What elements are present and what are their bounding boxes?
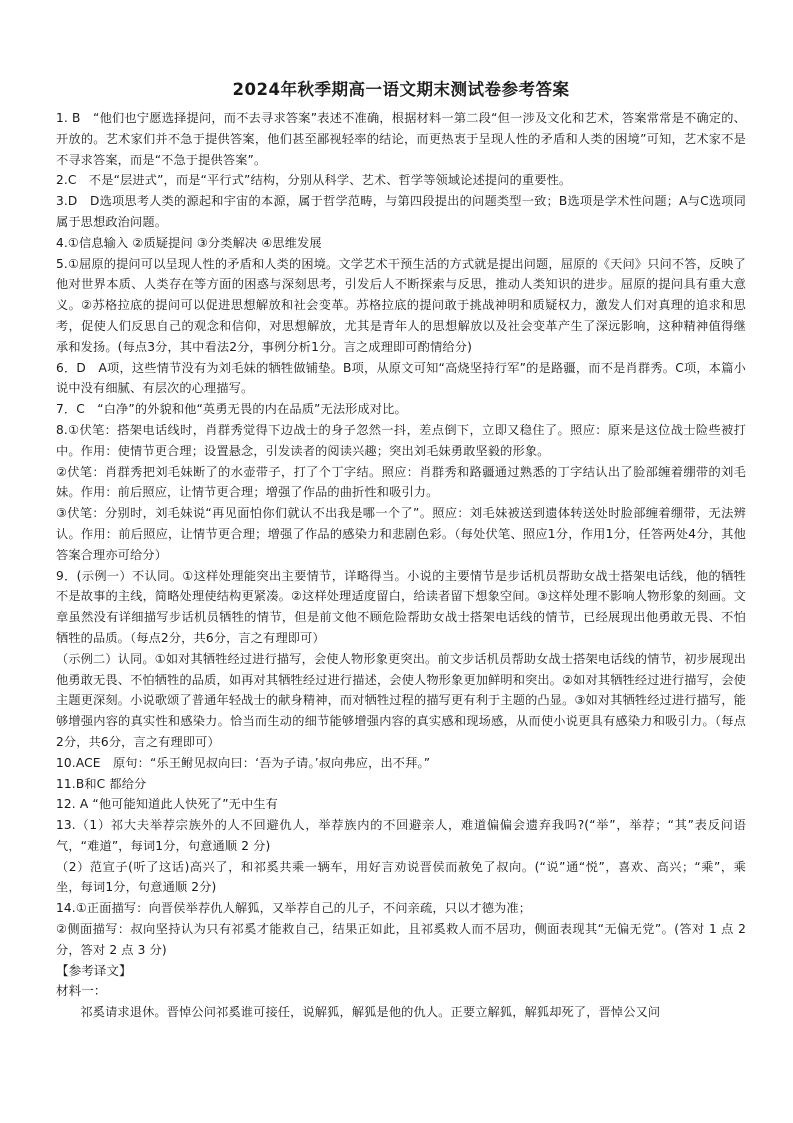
translation-text: 祁奚请求退休。晋悼公问祁奚谁可接任，说解狐，解狐是他的仇人。正要立解狐，解狐却死了，晋悼公又问 (80, 1005, 661, 1020)
answer-sheet (56, 78, 746, 1023)
answer-3: 3.D D选项思考人类的源起和宇宙的本源，属于哲学范畴，与第四段提出的问题类型一致；B选项是学术性问题；A与C选项同属于思想政治问题。 (56, 194, 746, 229)
document-title: 2024年秋季期高一语文期末测试卷参考答案 (232, 80, 570, 99)
answer-6: 6．D A项，这些情节没有为刘毛妹的牺牲做铺垫。B项，从原文可知“高烧坚持行军”的是路疆，而不是肖群秀。C项，本篇小说中没有细腻、有层次的心理描写。 (56, 360, 746, 396)
answer-13-part-2: （2）范宣子(听了这话)高兴了，和祁奚共乘一辆车，用好言劝说晋侯而赦免了叔向。(“说”通“悦”，喜欢、高兴；“乘”，乘坐，每词1分，句意通顺 2分) (56, 859, 746, 895)
answer-12: 12. A “他可能知道此人快死了”无中生有 (56, 797, 279, 812)
answer-8-point-2: ②伏笔：肖群秀把刘毛妹断了的水壶带子，打了个丁字结。照应：肖群秀和路疆通过熟悉的丁字结认出了脸部缠着绷带的刘毛妹。作用：前后照应，让情节更合理；增强了作品的曲折性和吸引力。 (56, 464, 746, 500)
answer-13-part-1: 13.（1）祁大夫举荐宗族外的人不回避仇人，举荐族内的不回避亲人，难道偏偏会遗弃我吗?(“举”，举荐；“其”表反问语气，“难道”，每词1分，句意通顺 2 分) (56, 818, 746, 853)
answer-4: 4.①信息输入 ②质疑提问 ③分类解决 ④思维发展 (56, 235, 322, 250)
material-label: 材料一： (56, 983, 107, 999)
answer-9-example-1: 9．(示例一）不认同。①这样处理能突出主要情节，详略得当。小说的主要情节是步话机员帮助女战士搭架电话线，他的牺牲不是故事的主线，简略处理使结构更紧凑。②这样处理适度留白，给读者留下想象空间。③这样处理不影响人物形象的刻画。文章虽然没有详细描写步话机员牺牲的情节，但是前文他不顾危险帮助女战士搭架电话线的情节，已经展现出他勇敢无畏、不怕牺牲的品质。（每点2分，共6分，言之有理即可） (56, 568, 746, 645)
answer-11: 11.B和C 都给分 (56, 776, 147, 791)
answer-10: 10.ACE 原句：“乐王鲋见叔向曰：‘吾为子请。’叔向弗应，出不拜。” (56, 755, 431, 770)
answer-2: 2.C 不是“层进式”，而是“平行式”结构，分别从科学、艺术、哲学等领域论述提问的重要性。 (56, 173, 572, 188)
translation-heading: 【参考译文】 (56, 962, 132, 978)
answer-9-example-2: （示例二）认同。①如对其牺牲经过进行描写，会使人物形象更突出。前文步话机员帮助女战士搭架电话线的情节，初步展现出他勇敢无畏、不怕牺牲的品质，如再对其牺牲经过进行描述，会使人物形象更加鲜明和突出。②如对其牺牲经过进行描写，会使主题更深刻。小说歌颂了普通年轻战士的献身精神，而对牺牲过程的描写更有利于主题的凸显。③如对其牺牲经过进行描写，能够增强内容的真实性和感染力。恰当而生动的细节能够增强内容的真实感和现场感，从而使小说更具有感染力和吸引力。（每点2分，共6分，言之有理即可） (56, 651, 746, 749)
answer-1: 1. B “他们也宁愿选择提问，而不去寻求答案”表述不准确，根据材料一第二段“但一涉及文化和艺术，答案常常是不确定的、开放的。艺术家们并不急于提供答案，他们甚至鄙视轻率的结论，而更热衷于呈现人性的矛盾和人类的困境”可知，艺术家不是不寻求答案，而是“不急于提供答案”。 (56, 111, 746, 167)
answers-list (56, 108, 746, 961)
answer-7: 7．C “白净”的外貌和他“英勇无畏的内在品质”无法形成对比。 (56, 402, 407, 417)
answer-8-point-1: 8.①伏笔：搭架电话线时，肖群秀觉得下边战士的身子忽然一抖，差点倒下，立即又稳住了。照应：原来是这位战士险些被打中。作用：使情节更合理；设置悬念，引发读者的阅读兴趣；突出刘毛妹勇敢坚毅的形象。 (56, 422, 746, 458)
answer-14-point-2: ②侧面描写：叔向坚持认为只有祁奚才能救自己，结果正如此，且祁奚救人而不居功，侧面表现其“无偏无党”。(答对 1 点 2分，答对 2 点 3 分) (56, 922, 746, 957)
answer-8-point-3: ③伏笔：分别时，刘毛妹说“再见面怕你们就认不出我是哪一个了”。照应：刘毛妹被送到遗体转送处时脸部缠着绷带，无法辨认。作用：前后照应，让情节更合理；增强了作品的感染力和悲剧色彩。（每处伏笔、照应1分，作用1分，任答两处4分，其他答案合理亦可给分） (56, 506, 746, 562)
answer-14-point-1: 14.①正面描写：向晋侯举荐仇人解狐，又举荐自己的儿子，不问亲疏，只以才德为准； (56, 901, 532, 916)
answer-5: 5.①屈原的提问可以呈现人性的矛盾和人类的困境。文学艺术干预生活的方式就是提出问题，屈原的《天问》只问不答，反映了他对世界本质、人类存在等方面的困惑与深刻思考，引发后人不断探索与反思，推动人类知识的进步。屈原的提问具有重大意义。②苏格拉底的提问可以促进思想解放和社会变革。苏格拉底的提问敢于挑战神明和质疑权力，激发人们对真理的追求和思考，促使人们反思自己的观念和信仰，对思想解放，尤其是青年人的思想解放以及社会变革产生了深远影响，这种精神值得继承和发扬。(每点3分，其中看法2分，事例分析1分。言之成理即可酌情给分) (56, 256, 746, 354)
